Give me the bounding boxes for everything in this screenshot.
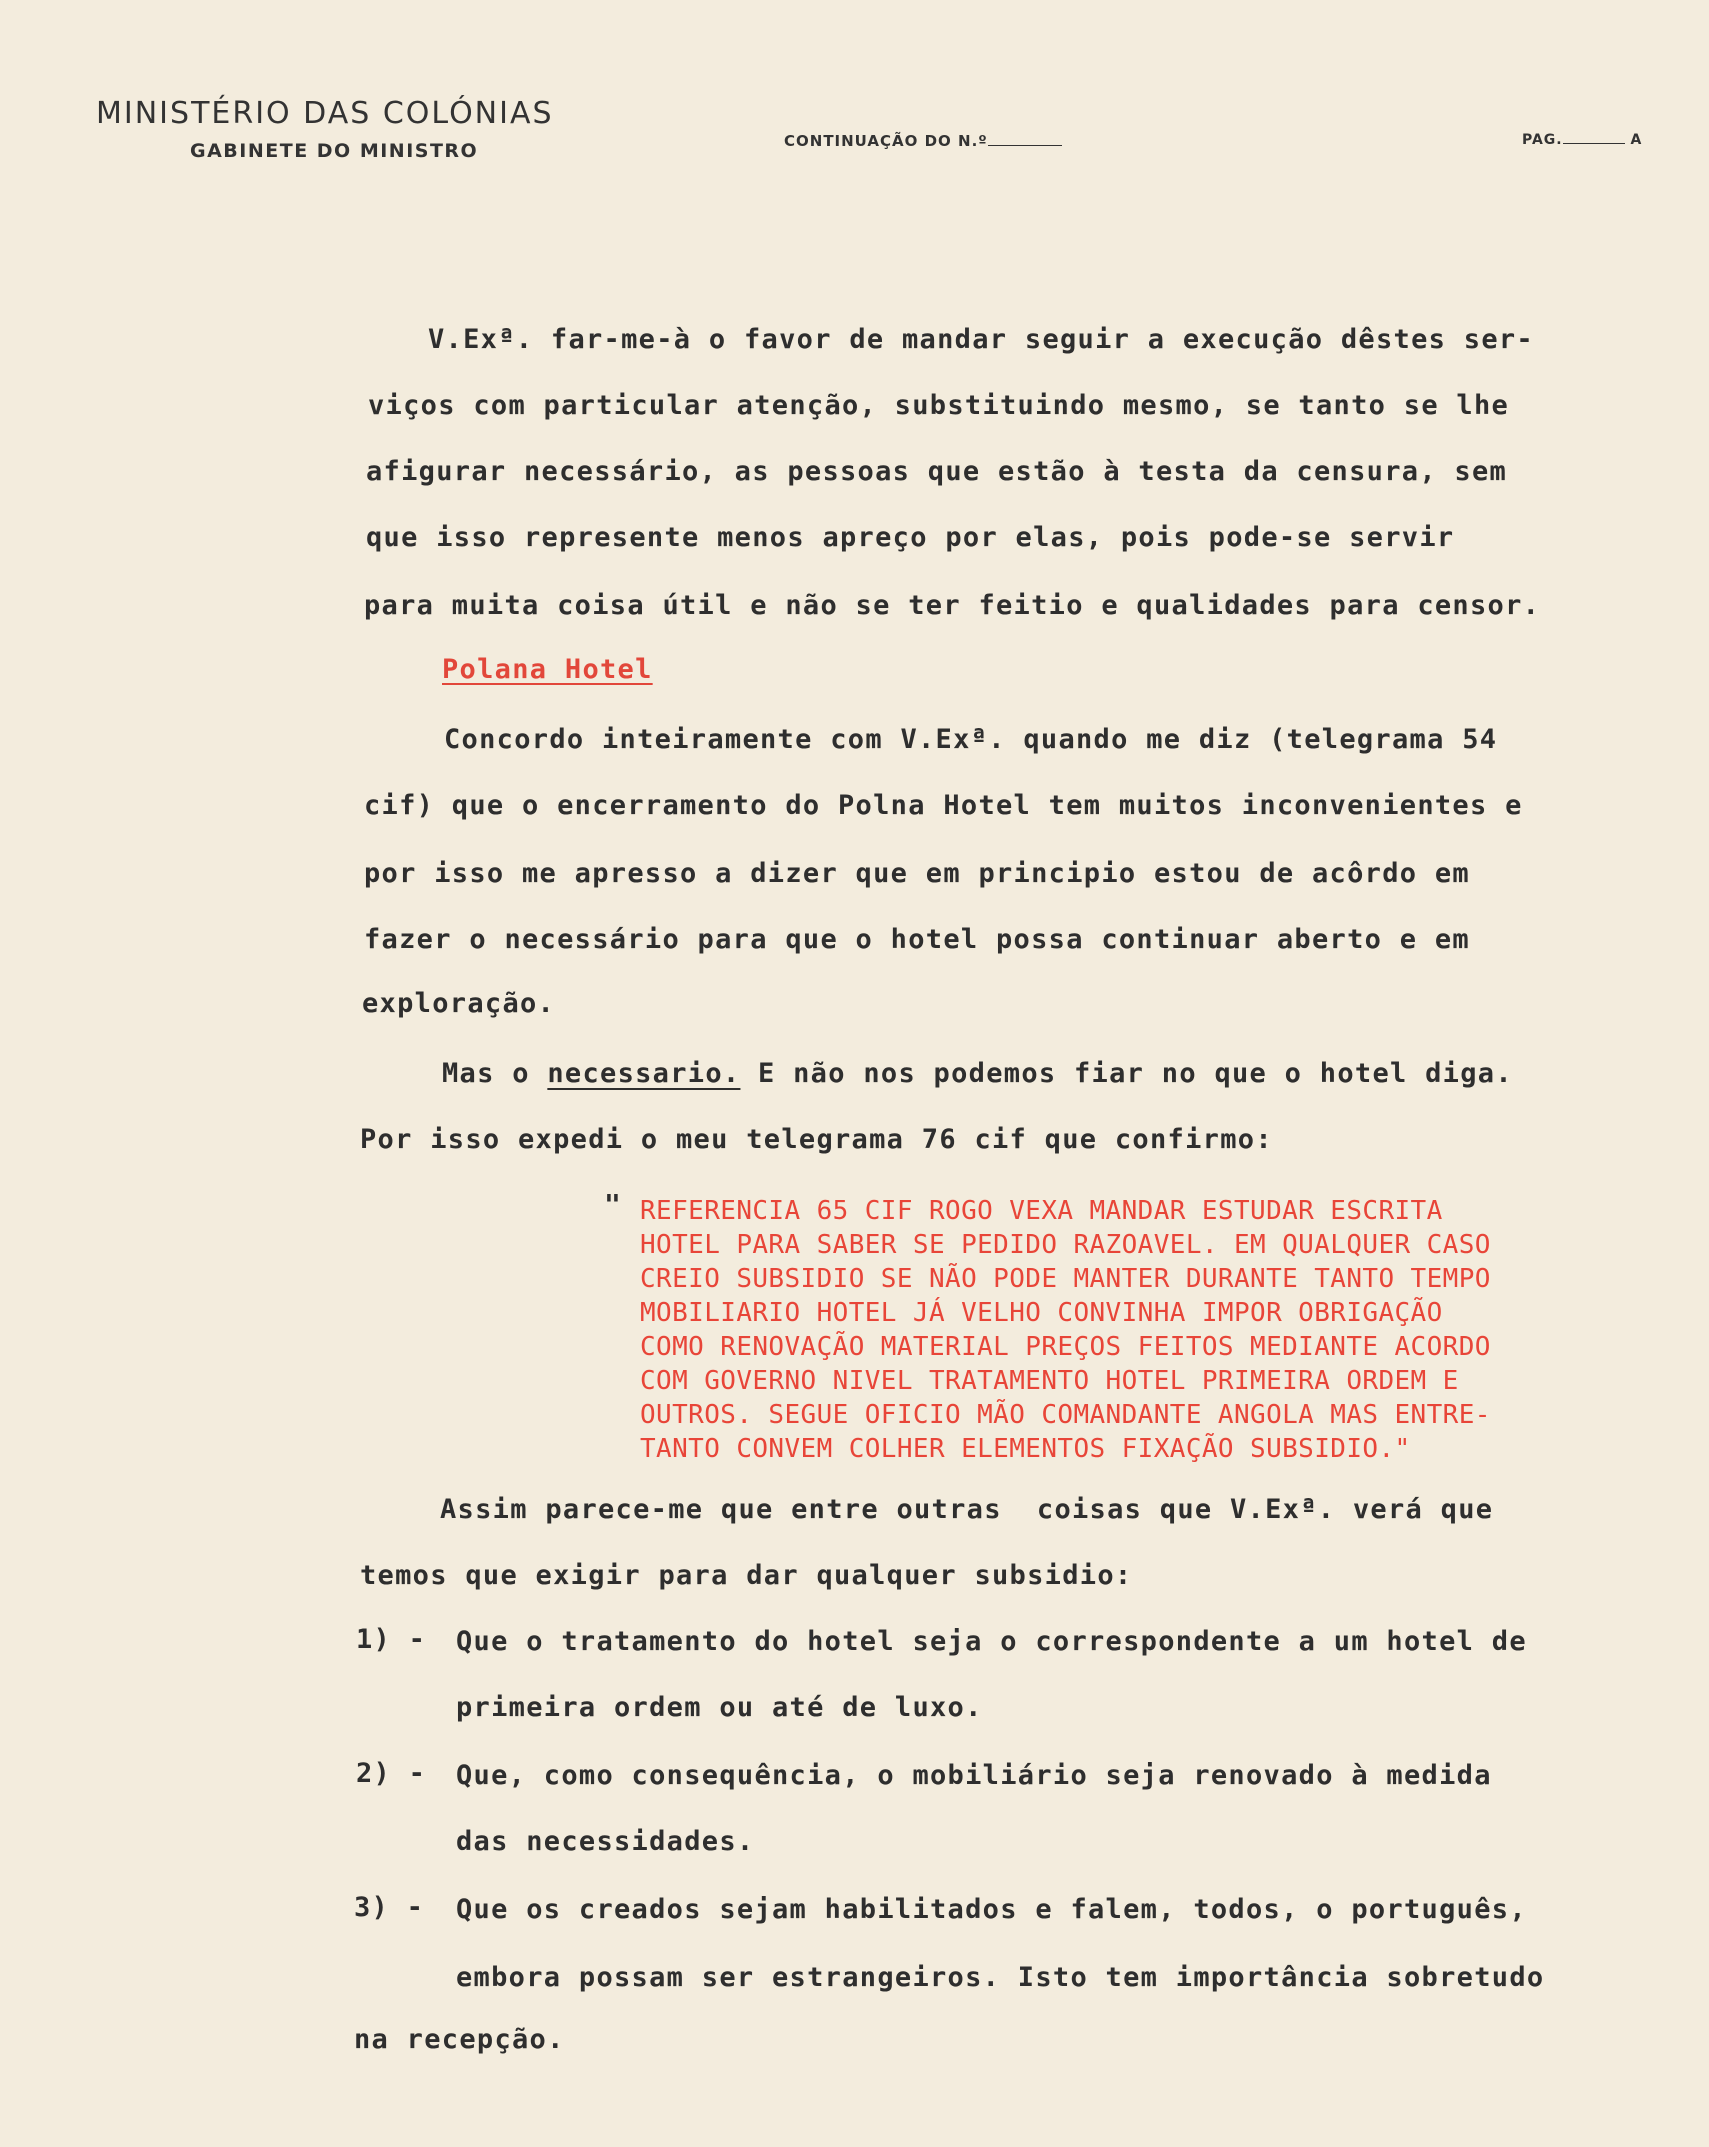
para2-line: cif) que o encerramento do Polna Hotel tem muitos inconvenientes e [364,790,1523,821]
para3-line [442,1058,1513,1089]
telegram-line: TANTO CONVEM COLHER ELEMENTOS FIXAÇÃO SUBSIDIO." [640,1434,1411,1464]
item-line: Que o tratamento do hotel seja o correspondente a um hotel de [456,1626,1527,1657]
telegram-line: CREIO SUBSIDIO SE NÃO PODE MANTER DURANTE TANTO TEMPO [640,1264,1491,1294]
item-line: Que os creados sejam habilitados e falem, todos, o português, [456,1894,1527,1925]
page-blank [1563,131,1625,144]
office-subtitle: GABINETE DO MINISTRO [190,140,479,162]
page-suffix: A [1630,132,1643,148]
item-line: primeira ordem ou até de luxo. [456,1692,983,1723]
quote-open-mark: " [604,1188,621,1221]
item-line: embora possam ser estrangeiros. Isto tem importância sobretudo [456,1962,1545,1993]
para4-line: temos que exigir para dar qualquer subsidio: [360,1560,1133,1591]
telegram-line: COMO RENOVAÇÃO MATERIAL PREÇOS FEITOS MEDIANTE ACORDO [640,1332,1491,1362]
para3-line: Por isso expedi o meu telegrama 76 cif que confirmo: [360,1124,1273,1155]
section-heading: Polana Hotel [442,654,653,685]
closing-line: na recepção. [354,2024,565,2055]
para3-pre: Mas o [442,1058,548,1089]
telegram-line: MOBILIARIO HOTEL JÁ VELHO CONVINHA IMPOR OBRIGAÇÃO [640,1298,1443,1328]
para1-line: para muita coisa útil e não se ter feitio e qualidades para censor. [364,590,1541,621]
ministry-title: MINISTÉRIO DAS COLÓNIAS [96,96,554,131]
item-marker: 3) - [354,1892,425,1923]
telegram-line: OUTROS. SEGUE OFICIO MÃO COMANDANTE ANGOLA MAS ENTRE- [640,1400,1491,1430]
item-marker: 1) - [356,1624,427,1655]
para1-line: viços com particular atenção, substituindo mesmo, se tanto se lhe [368,390,1510,421]
continuation-label: CONTINUAÇÃO DO N.º [784,132,988,150]
item-marker: 2) - [356,1758,427,1789]
continuation-field [784,131,1062,150]
para2-line: exploração. [362,988,556,1019]
continuation-blank [988,131,1062,146]
para4-line: Assim parece-me que entre outras coisas que V.Exª. verá que [440,1494,1494,1525]
para1-line: afigurar necessário, as pessoas que estão à testa da censura, sem [366,456,1508,487]
para1-line: V.Exª. far-me-à o favor de mandar seguir a execução dêstes ser- [428,324,1534,355]
para2-line: Concordo inteiramente com V.Exª. quando me diz (telegrama 54 [444,724,1498,755]
telegram-line: REFERENCIA 65 CIF ROGO VEXA MANDAR ESTUDAR ESCRITA [640,1196,1443,1226]
para2-line: por isso me apresso a dizer que em principio estou de acôrdo em [364,858,1470,889]
page-field [1522,131,1642,148]
para1-line: que isso represente menos apreço por elas, pois pode-se servir [366,522,1455,553]
item-line: das necessidades. [456,1826,755,1857]
underlined-word: necessario. [547,1058,741,1089]
telegram-line: COM GOVERNO NIVEL TRATAMENTO HOTEL PRIMEIRA ORDEM E [640,1366,1459,1396]
para2-line: fazer o necessário para que o hotel possa continuar aberto e em [364,924,1470,955]
para3-post: E não nos podemos fiar no que o hotel diga. [740,1058,1513,1089]
telegram-line: HOTEL PARA SABER SE PEDIDO RAZOAVEL. EM QUALQUER CASO [640,1230,1491,1260]
item-line: Que, como consequência, o mobiliário seja renovado à medida [456,1760,1492,1791]
page-label: PAG. [1522,132,1563,148]
